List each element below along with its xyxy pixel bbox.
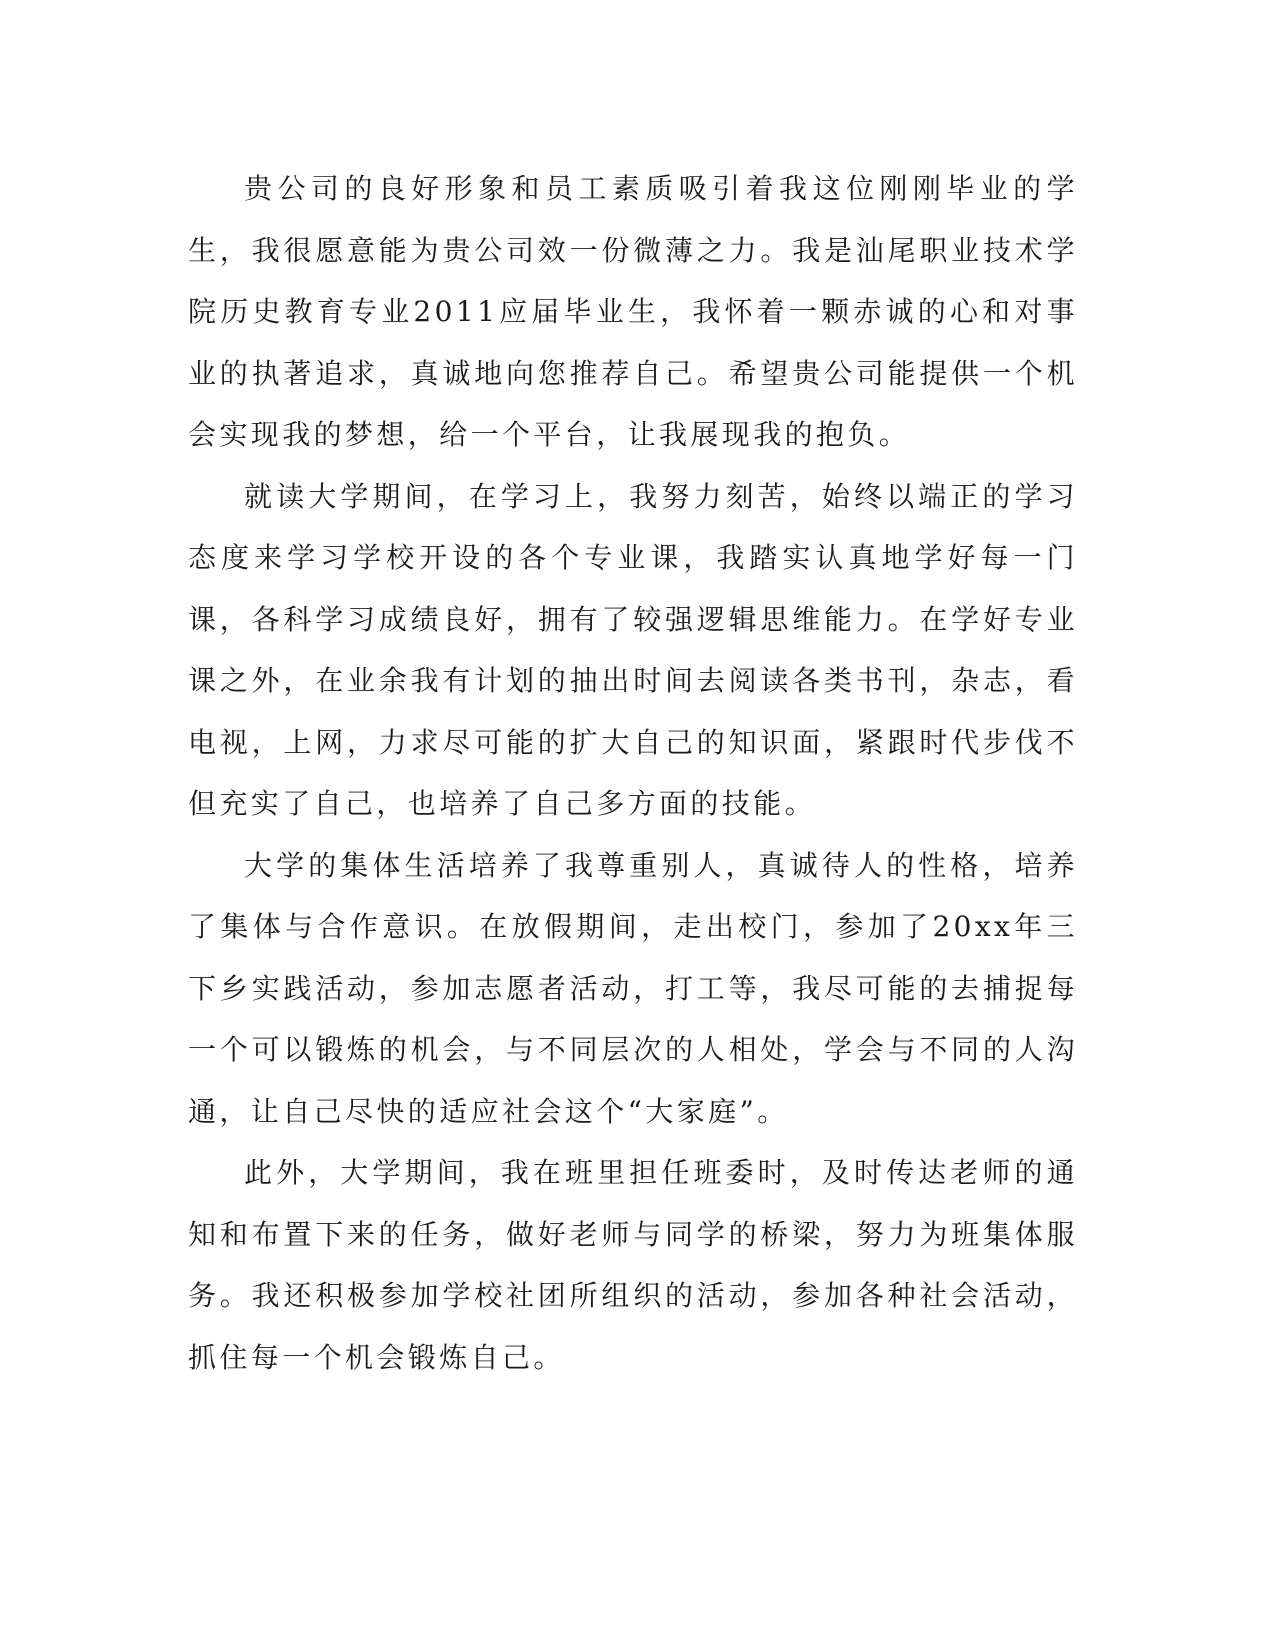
paragraph-3: 大学的集体生活培养了我尊重别人，真诚待人的性格，培养了集体与合作意识。在放假期间，走出校门，参加了20xx年三下乡实践活动，参加志愿者活动，打工等，我尽可能的去捕捉每一个可以锻炼的机会，与不同层次的人相处，学会与不同的人沟通，让自己尽快的适应社会这个“大家庭”。 [188,848,1078,1128]
paragraph-1: 贵公司的良好形象和员工素质吸引着我这位刚刚毕业的学生，我很愿意能为贵公司效一份微薄之力。我是汕尾职业技术学院历史教育专业2011应届毕业生，我怀着一颗赤诚的心和对事业的执著追求，真诚地向您推荐自己。希望贵公司能提供一个机会实现我的梦想，给一个平台，让我展现我的抱负。 [188,172,1078,451]
document-body [188,158,1078,1388]
paragraph-2: 就读大学期间，在学习上，我努力刻苦，始终以端正的学习态度来学习学校开设的各个专业课，我踏实认真地学好每一门课，各科学习成绩良好，拥有了较强逻辑思维能力。在学好专业课之外，在业余我有计划的抽出时间去阅读各类书刊，杂志，看电视，上网，力求尽可能的扩大自己的知识面，紧跟时代步伐不但充实了自己，也培养了自己多方面的技能。 [188,479,1078,820]
paragraph-4: 此外，大学期间，我在班里担任班委时，及时传达老师的通知和布置下来的任务，做好老师与同学的桥梁，努力为班集体服务。我还积极参加学校社团所组织的活动，参加各种社会活动，抓住每一个机会锻炼自己。 [188,1156,1078,1374]
